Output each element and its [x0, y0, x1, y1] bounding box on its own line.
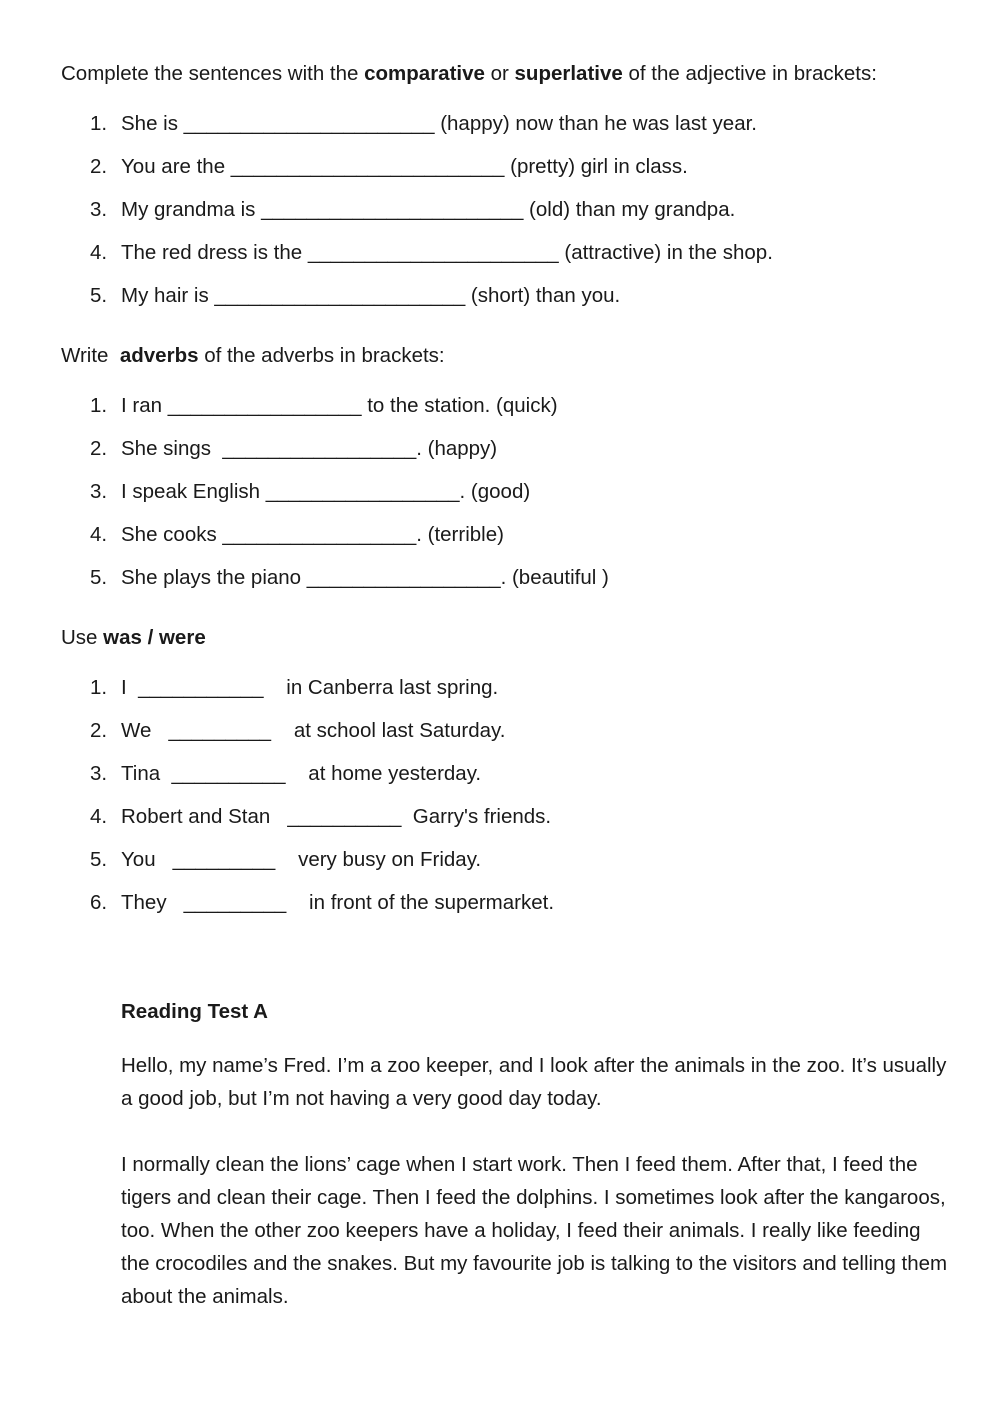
section2-instruction	[61, 344, 445, 368]
item-text: I ran _________________ to the station. (quick)	[121, 394, 558, 417]
reading-title: Reading Test A	[121, 1000, 268, 1023]
section1-instruction	[61, 62, 877, 86]
item-number: 2.	[90, 719, 108, 742]
paragraph-text: I normally clean the lions’ cage when I start work. Then I feed them. After that, I feed the tigers and clean their cage. Then I feed the dolphins. I sometimes look after the kangaroos, too. When the other zoo keepers have a holiday, I feed their animals. I really like feeding the crocodiles and the snakes. But my favourite job is talking to the visitors and telling them about the animals.	[121, 1153, 948, 1308]
instruction-bold-was-were: was / were	[103, 626, 206, 649]
item-number: 1.	[90, 394, 108, 417]
item-number: 1.	[90, 676, 108, 699]
item-number: 6.	[90, 891, 108, 914]
instruction-bold-adverbs: adverbs	[119, 344, 199, 367]
section3-instruction	[61, 626, 206, 650]
item-number: 3.	[90, 198, 108, 221]
item-text: My hair is ______________________ (short) than you.	[121, 284, 621, 307]
section1-item-2	[90, 155, 688, 179]
item-text: Robert and Stan __________ Garry's friends.	[121, 805, 552, 828]
item-number: 5.	[90, 284, 108, 307]
section1-item-3	[90, 198, 735, 222]
section3-item-3	[90, 762, 481, 786]
item-text: You _________ very busy on Friday.	[121, 848, 482, 871]
item-text: She is ______________________ (happy) now than he was last year.	[121, 112, 757, 135]
instruction-text: of the adverbs in brackets:	[198, 344, 445, 367]
item-number: 4.	[90, 241, 108, 264]
instruction-text: Complete the sentences with the	[61, 62, 365, 85]
item-number: 5.	[90, 566, 108, 589]
section2-item-3	[90, 480, 530, 504]
paragraph-text: Hello, my name’s Fred. I’m a zoo keeper, and I look after the animals in the zoo. It’s usually a good job, but I’m not having a very good day today.	[121, 1054, 947, 1110]
item-text: I ___________ in Canberra last spring.	[121, 676, 499, 699]
item-text: She cooks _________________. (terrible)	[121, 523, 504, 546]
instruction-bold-comparative: comparative	[364, 62, 485, 85]
item-number: 3.	[90, 762, 108, 785]
section3-item-6	[90, 891, 554, 915]
item-number: 4.	[90, 523, 108, 546]
item-number: 2.	[90, 155, 108, 178]
section2-item-1	[90, 394, 558, 418]
reading-paragraph-1	[121, 1049, 951, 1115]
item-text: The red dress is the ______________________ (attractive) in the shop.	[121, 241, 773, 264]
section2-item-2	[90, 437, 497, 461]
item-text: She plays the piano _________________. (beautiful )	[121, 566, 609, 589]
instruction-bold-superlative: superlative	[514, 62, 623, 85]
reading-paragraph-2	[121, 1148, 951, 1313]
section3-item-1	[90, 676, 498, 700]
item-number: 3.	[90, 480, 108, 503]
section3-item-4	[90, 805, 551, 829]
instruction-text: or	[484, 62, 515, 85]
instruction-text: of the adjective in brackets:	[622, 62, 877, 85]
item-number: 4.	[90, 805, 108, 828]
item-text: They _________ in front of the supermarket.	[121, 891, 555, 914]
instruction-text: Use	[61, 626, 104, 649]
item-text: My grandma is _______________________ (old) than my grandpa.	[121, 198, 736, 221]
item-number: 1.	[90, 112, 108, 135]
item-number: 5.	[90, 848, 108, 871]
item-number: 2.	[90, 437, 108, 460]
section2-item-4	[90, 523, 504, 547]
section2-item-5	[90, 566, 609, 590]
section3-item-2	[90, 719, 505, 743]
section1-item-1	[90, 112, 757, 136]
item-text: I speak English _________________. (good)	[121, 480, 531, 503]
item-text: Tina __________ at home yesterday.	[121, 762, 482, 785]
section3-item-5	[90, 848, 481, 872]
section1-item-4	[90, 241, 773, 265]
instruction-text: Write	[61, 344, 120, 367]
item-text: She sings _________________. (happy)	[121, 437, 498, 460]
item-text: You are the ________________________ (pretty) girl in class.	[121, 155, 688, 178]
item-text: We _________ at school last Saturday.	[121, 719, 506, 742]
section1-item-5	[90, 284, 620, 308]
